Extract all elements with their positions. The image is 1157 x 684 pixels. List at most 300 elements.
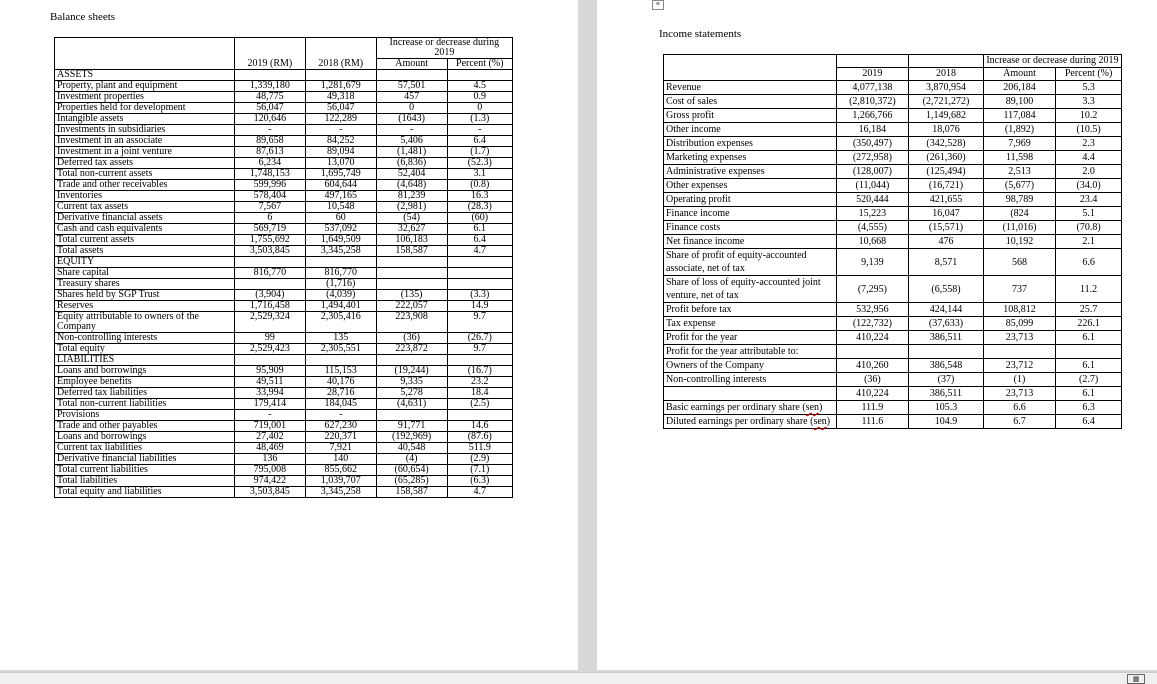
value-2018: -: [305, 410, 376, 421]
change-percent: [447, 70, 512, 81]
table-row: [664, 249, 1122, 276]
balance-sheet-title: Balance sheets: [50, 11, 116, 23]
table-row: [664, 221, 1122, 235]
value-2018: 89,094: [305, 147, 376, 158]
view-layout-icon[interactable]: ▦: [1127, 674, 1145, 684]
change-percent: 511.9: [447, 443, 512, 454]
value-2018: 115,153: [305, 366, 376, 377]
row-label-text: Share of loss of equity-accounted joint venture, net of tax: [666, 277, 821, 301]
change-amount: 5,278: [376, 388, 447, 399]
change-percent: [447, 410, 512, 421]
change-amount: (19,244): [376, 366, 447, 377]
value-2018: 140: [305, 454, 376, 465]
row-label: [664, 276, 837, 303]
table-row: [664, 179, 1122, 193]
table-row: [664, 123, 1122, 137]
change-amount: [376, 257, 447, 268]
table-row: [55, 213, 513, 224]
change-percent: 4.4: [1056, 151, 1122, 165]
change-percent: (87.6): [447, 432, 512, 443]
change-percent: [447, 355, 512, 366]
change-percent: 226.1: [1056, 317, 1122, 331]
change-percent: 2.1: [1056, 235, 1122, 249]
change-percent: 6.1: [1056, 331, 1122, 345]
header-blank: [909, 55, 984, 68]
change-percent: 4.5: [447, 81, 512, 92]
value-2018: 84,252: [305, 136, 376, 147]
change-percent: 0: [447, 103, 512, 114]
row-label: LIABILITIES: [55, 355, 235, 366]
value-2019: (2,810,372): [836, 95, 908, 109]
value-2018: 386,511: [909, 387, 984, 401]
row-label: Total current assets: [55, 235, 235, 246]
value-2019: (3,904): [234, 290, 305, 301]
change-amount: 106,183: [376, 235, 447, 246]
value-2018: 16,047: [909, 207, 984, 221]
change-amount: 9,335: [376, 377, 447, 388]
change-percent: 9.7: [447, 344, 512, 355]
value-2018: (37): [909, 373, 984, 387]
table-row: [55, 246, 513, 257]
value-2019: (4,555): [836, 221, 908, 235]
table-row: [55, 235, 513, 246]
value-2018: 2,305,416: [305, 312, 376, 333]
value-2018: 10,548: [305, 202, 376, 213]
table-row: [55, 136, 513, 147]
change-amount: 23,713: [983, 387, 1055, 401]
row-label: Inventories: [55, 191, 235, 202]
header-amount: Amount: [376, 59, 447, 70]
value-2018: 1,039,707: [305, 476, 376, 487]
row-label: Property, plant and equipment: [55, 81, 235, 92]
row-label: [664, 207, 837, 221]
table-row: [55, 224, 513, 235]
row-label: Shares held by SGP Trust: [55, 290, 235, 301]
value-2018: 1,649,509: [305, 235, 376, 246]
table-row: [55, 290, 513, 301]
row-label: EQUITY: [55, 257, 235, 268]
change-amount: (4): [376, 454, 447, 465]
value-2019: 7,567: [234, 202, 305, 213]
value-2018: 1,149,682: [909, 109, 984, 123]
change-percent: 23.2: [447, 377, 512, 388]
value-2019: (350,497): [836, 137, 908, 151]
value-2019: 27,402: [234, 432, 305, 443]
value-2019: 1,266,766: [836, 109, 908, 123]
change-amount: 158,587: [376, 487, 447, 498]
value-2019: 578,404: [234, 191, 305, 202]
value-2018: (37,633): [909, 317, 984, 331]
row-label: Total liabilities: [55, 476, 235, 487]
row-label: ASSETS: [55, 70, 235, 81]
change-amount: 32,627: [376, 224, 447, 235]
row-label: Current tax assets: [55, 202, 235, 213]
change-percent: 6.6: [1056, 249, 1122, 276]
value-2019: 10,668: [836, 235, 908, 249]
change-amount: 52,404: [376, 169, 447, 180]
row-label: [664, 123, 837, 137]
change-amount: [376, 410, 447, 421]
change-percent: [447, 257, 512, 268]
row-label-unit: sen: [805, 402, 820, 413]
row-label: Current tax liabilities: [55, 443, 235, 454]
change-percent: (1.7): [447, 147, 512, 158]
change-percent: (52.3): [447, 158, 512, 169]
change-percent: (10.5): [1056, 123, 1122, 137]
row-label-text: Gross profit: [666, 110, 715, 121]
change-percent: 2.3: [1056, 137, 1122, 151]
row-label: [664, 303, 837, 317]
change-amount: [983, 345, 1055, 359]
value-2018: (4,039): [305, 290, 376, 301]
change-amount: 2,513: [983, 165, 1055, 179]
income-statement-title: Income statements: [659, 28, 742, 40]
table-row: [664, 109, 1122, 123]
change-amount: 117,084: [983, 109, 1055, 123]
value-2018: (2,721,272): [909, 95, 984, 109]
row-label: [664, 401, 837, 415]
row-label: Total equity: [55, 344, 235, 355]
value-2019: 410,260: [836, 359, 908, 373]
change-amount: [376, 355, 447, 366]
row-label-text: Tax expense: [666, 318, 716, 329]
change-percent: 2.0: [1056, 165, 1122, 179]
change-amount: 6.6: [983, 401, 1055, 415]
header-2018: 2018 (RM): [305, 38, 376, 70]
change-amount: (60,654): [376, 465, 447, 476]
header-percent: Percent (%): [447, 59, 512, 70]
header-change-group: Increase or decrease during 2019: [983, 55, 1121, 68]
table-row: [55, 410, 513, 421]
value-2018: -: [305, 125, 376, 136]
row-label: [664, 359, 837, 373]
change-percent: 25.7: [1056, 303, 1122, 317]
value-2019: 6,234: [234, 158, 305, 169]
table-row: [55, 202, 513, 213]
table-row: [55, 257, 513, 268]
table-row: [55, 268, 513, 279]
change-amount: 98,789: [983, 193, 1055, 207]
change-percent: (6.3): [447, 476, 512, 487]
change-percent: 6.3: [1056, 401, 1122, 415]
row-label-text: Share of profit of equity-accounted associate, net of tax: [666, 250, 807, 274]
change-amount: (2,981): [376, 202, 447, 213]
table-row: [664, 193, 1122, 207]
table-row: [55, 169, 513, 180]
value-2018: 424,144: [909, 303, 984, 317]
row-label-text: Other income: [666, 124, 721, 135]
value-2019: 2,529,324: [234, 312, 305, 333]
document-page-left: [0, 0, 578, 670]
row-label-text: Finance income: [666, 208, 730, 219]
row-label-text: Profit for the year attributable to:: [666, 346, 799, 357]
value-2019: 120,646: [234, 114, 305, 125]
change-percent: 18.4: [447, 388, 512, 399]
value-2018: 3,345,258: [305, 487, 376, 498]
change-amount: (5,677): [983, 179, 1055, 193]
value-2019: 1,716,458: [234, 301, 305, 312]
row-label: [664, 221, 837, 235]
change-amount: (135): [376, 290, 447, 301]
row-label: Share capital: [55, 268, 235, 279]
change-percent: 16.3: [447, 191, 512, 202]
row-label: Trade and other payables: [55, 421, 235, 432]
value-2019: [234, 70, 305, 81]
row-label: Investment in an associate: [55, 136, 235, 147]
value-2018: [909, 345, 984, 359]
header-2019: 2019: [836, 68, 908, 81]
row-label: Properties held for development: [55, 103, 235, 114]
value-2018: (6,558): [909, 276, 984, 303]
table-row: [664, 165, 1122, 179]
table-row: [664, 137, 1122, 151]
row-label: [664, 151, 837, 165]
change-amount: 737: [983, 276, 1055, 303]
row-label: Derivative financial assets: [55, 213, 235, 224]
value-2019: 3,503,845: [234, 487, 305, 498]
value-2018: (342,528): [909, 137, 984, 151]
change-percent: (7.1): [447, 465, 512, 476]
value-2019: 15,223: [836, 207, 908, 221]
value-2019: 1,748,153: [234, 169, 305, 180]
value-2019: -: [234, 410, 305, 421]
change-percent: [1056, 345, 1122, 359]
change-amount: (6,836): [376, 158, 447, 169]
change-amount: 457: [376, 92, 447, 103]
value-2018: 386,548: [909, 359, 984, 373]
table-row: [664, 81, 1122, 95]
change-percent: 6.4: [447, 136, 512, 147]
change-amount: 85,099: [983, 317, 1055, 331]
change-amount: (4,631): [376, 399, 447, 410]
value-2018: 184,045: [305, 399, 376, 410]
table-row: [55, 432, 513, 443]
change-percent: (70.8): [1056, 221, 1122, 235]
row-label: Cash and cash equivalents: [55, 224, 235, 235]
table-row: [55, 366, 513, 377]
table-row: [55, 388, 513, 399]
row-label: [664, 331, 837, 345]
change-percent: (2.9): [447, 454, 512, 465]
value-2019: (36): [836, 373, 908, 387]
value-2018: (125,494): [909, 165, 984, 179]
header-blank: [55, 38, 235, 70]
row-label: Total equity and liabilities: [55, 487, 235, 498]
row-label: [664, 345, 837, 359]
change-percent: 4.7: [447, 487, 512, 498]
value-2018: 220,371: [305, 432, 376, 443]
value-2018: 13,070: [305, 158, 376, 169]
row-label: Total non-current liabilities: [55, 399, 235, 410]
change-amount: [376, 279, 447, 290]
table-row: [664, 95, 1122, 109]
table-header-row: [55, 38, 513, 59]
table-row: [664, 276, 1122, 303]
table-row: [55, 487, 513, 498]
change-amount: (4,648): [376, 180, 447, 191]
table-row: [55, 355, 513, 366]
value-2018: 537,092: [305, 224, 376, 235]
change-amount: 89,100: [983, 95, 1055, 109]
change-amount: 6.7: [983, 415, 1055, 429]
table-row: [55, 344, 513, 355]
value-2018: [305, 70, 376, 81]
row-label-end: ): [819, 402, 823, 413]
change-amount: 223,908: [376, 312, 447, 333]
table-row: [55, 377, 513, 388]
value-2019: 520,444: [836, 193, 908, 207]
page-separator-handle[interactable]: ≡: [652, 0, 664, 10]
value-2019: 89,658: [234, 136, 305, 147]
table-row: [55, 312, 513, 333]
value-2019: (122,732): [836, 317, 908, 331]
row-label-end: ): [826, 416, 831, 427]
value-2019: 87,613: [234, 147, 305, 158]
value-2018: 816,770: [305, 268, 376, 279]
row-label-text: Net finance income: [666, 236, 745, 247]
row-label-text: Administrative expenses: [666, 166, 765, 177]
row-label-text: Basic earnings per ordinary share (: [666, 402, 806, 413]
value-2019: 16,184: [836, 123, 908, 137]
row-label-text: Revenue: [666, 82, 701, 93]
value-2019: 48,469: [234, 443, 305, 454]
value-2019: 48,775: [234, 92, 305, 103]
value-2019: 1,339,180: [234, 81, 305, 92]
row-label-text: Diluted earnings per ordinary share (: [666, 416, 814, 427]
change-percent: (34.0): [1056, 179, 1122, 193]
row-label: Total current liabilities: [55, 465, 235, 476]
value-2018: 28,716: [305, 388, 376, 399]
value-2018: 122,289: [305, 114, 376, 125]
value-2019: 99: [234, 333, 305, 344]
table-row: [55, 180, 513, 191]
value-2018: (15,571): [909, 221, 984, 235]
value-2018: 104.9: [909, 415, 984, 429]
value-2019: [234, 279, 305, 290]
value-2018: 604,644: [305, 180, 376, 191]
change-percent: (60): [447, 213, 512, 224]
change-percent: 9.7: [447, 312, 512, 333]
header-amount: Amount: [983, 68, 1055, 81]
value-2019: 95,909: [234, 366, 305, 377]
change-amount: 206,184: [983, 81, 1055, 95]
change-amount: 223,872: [376, 344, 447, 355]
change-percent: (3.3): [447, 290, 512, 301]
row-label-text: Other expenses: [666, 180, 728, 191]
value-2018: 1,695,749: [305, 169, 376, 180]
change-amount: 0: [376, 103, 447, 114]
change-amount: (824: [983, 207, 1055, 221]
change-amount: [376, 268, 447, 279]
row-label: [664, 193, 837, 207]
row-label: Trade and other receivables: [55, 180, 235, 191]
table-row: [55, 114, 513, 125]
value-2019: 179,414: [234, 399, 305, 410]
value-2018: 49,318: [305, 92, 376, 103]
header-blank: [836, 55, 908, 68]
change-percent: 6.1: [1056, 387, 1122, 401]
value-2018: 476: [909, 235, 984, 249]
value-2019: 974,422: [234, 476, 305, 487]
table-row: [55, 399, 513, 410]
change-amount: 91,771: [376, 421, 447, 432]
table-row: [664, 359, 1122, 373]
change-amount: 222,057: [376, 301, 447, 312]
document-page-right: [597, 0, 1157, 670]
row-label: [664, 95, 837, 109]
row-label: Investments in subsidiaries: [55, 125, 235, 136]
value-2018: (16,721): [909, 179, 984, 193]
row-label-text: Cost of sales: [666, 96, 718, 107]
row-label-text: Non-controlling interests: [666, 374, 767, 385]
change-percent: 6.4: [1056, 415, 1122, 429]
value-2018: 3,345,258: [305, 246, 376, 257]
table-row: [55, 443, 513, 454]
row-label: Employee benefits: [55, 377, 235, 388]
value-2019: 49,511: [234, 377, 305, 388]
change-percent: (1.3): [447, 114, 512, 125]
table-row: [55, 92, 513, 103]
table-row: [664, 373, 1122, 387]
change-percent: 6.4: [447, 235, 512, 246]
value-2019: 111.6: [836, 415, 908, 429]
change-amount: (1643): [376, 114, 447, 125]
row-label: [664, 81, 837, 95]
row-label-text: Distribution expenses: [666, 138, 753, 149]
balance-sheet-table: [54, 37, 513, 498]
table-row: [664, 235, 1122, 249]
change-percent: 11.2: [1056, 276, 1122, 303]
header-2019: 2019 (RM): [234, 38, 305, 70]
change-percent: 14.6: [447, 421, 512, 432]
value-2019: 532,956: [836, 303, 908, 317]
row-label: [664, 317, 837, 331]
change-amount: 158,587: [376, 246, 447, 257]
table-row: [55, 476, 513, 487]
table-row: [664, 345, 1122, 359]
header-change-group: Increase or decrease during 2019: [376, 38, 512, 59]
row-label: [664, 137, 837, 151]
value-2018: 105.3: [909, 401, 984, 415]
value-2018: 1,281,679: [305, 81, 376, 92]
value-2019: 410,224: [836, 331, 908, 345]
value-2019: (128,007): [836, 165, 908, 179]
change-percent: (2.7): [1056, 373, 1122, 387]
row-label-text: Owners of the Company: [666, 360, 765, 371]
value-2019: 2,529,423: [234, 344, 305, 355]
row-label: Total non-current assets: [55, 169, 235, 180]
change-amount: (36): [376, 333, 447, 344]
value-2019: 795,008: [234, 465, 305, 476]
value-2019: 410,224: [836, 387, 908, 401]
row-label: [664, 109, 837, 123]
table-row: [55, 279, 513, 290]
change-percent: 14.9: [447, 301, 512, 312]
row-label-text: Profit for the year: [666, 332, 738, 343]
change-amount: 57,501: [376, 81, 447, 92]
value-2019: 4,077,138: [836, 81, 908, 95]
change-amount: 7,969: [983, 137, 1055, 151]
value-2018: 18,076: [909, 123, 984, 137]
change-percent: 0.9: [447, 92, 512, 103]
value-2019: 3,503,845: [234, 246, 305, 257]
value-2019: (272,958): [836, 151, 908, 165]
row-label-text: Operating profit: [666, 194, 731, 205]
table-row: [55, 125, 513, 136]
change-percent: 3.1: [447, 169, 512, 180]
value-2018: 2,305,551: [305, 344, 376, 355]
row-label: Deferred tax liabilities: [55, 388, 235, 399]
